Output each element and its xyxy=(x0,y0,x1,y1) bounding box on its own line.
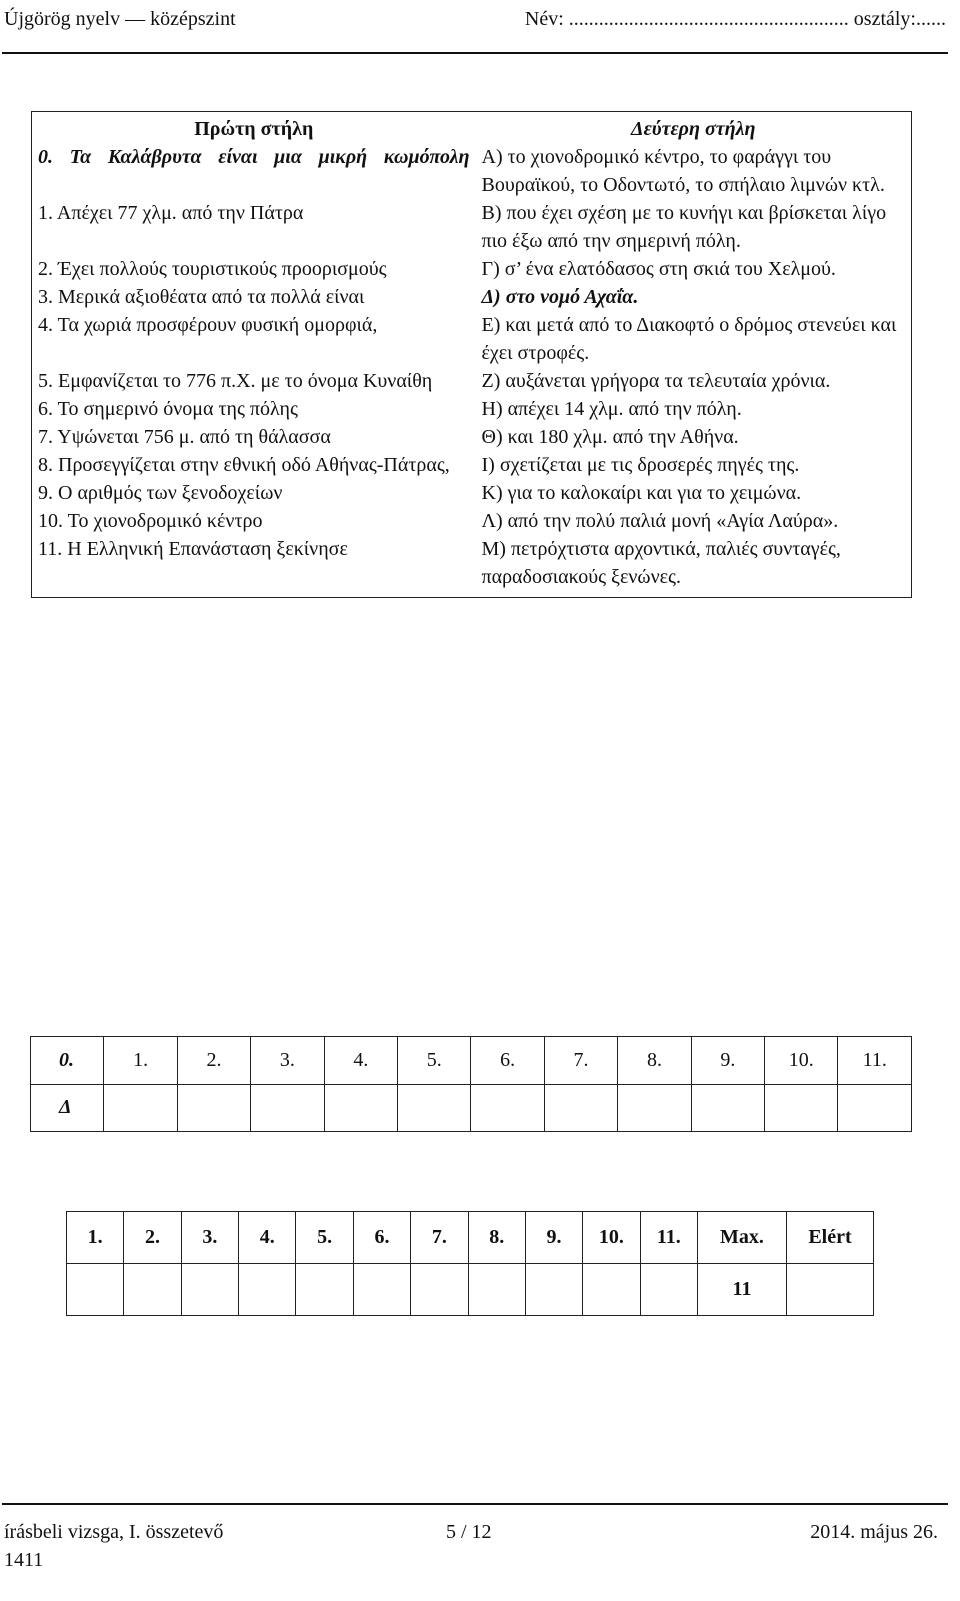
row-0-left: 0. Τα Καλάβρυτα είναι μια μικρή κωμόπολη xyxy=(38,146,470,168)
score-header: 8. xyxy=(468,1212,525,1264)
score-cell[interactable] xyxy=(468,1264,525,1316)
row-5-right: Ζ) αυξάνεται γρήγορα τα τελευταία χρόνια. xyxy=(481,370,831,392)
row-5-left: 5. Εμφανίζεται το 776 π.Χ. με το όνομα Κυναίθη xyxy=(38,370,433,392)
score-header-row xyxy=(67,1212,874,1264)
score-cell[interactable] xyxy=(353,1264,410,1316)
row-8-left: 8. Προσεγγίζεται στην εθνική οδό Αθήνας-Πάτρας, xyxy=(38,454,450,476)
score-header: 9. xyxy=(525,1212,582,1264)
score-cell[interactable] xyxy=(124,1264,181,1316)
header-rule xyxy=(2,52,948,54)
exam-code: 1411 xyxy=(4,1549,44,1571)
row-7-right: Θ) και 180 χλμ. από την Αθήνα. xyxy=(481,426,739,448)
answer-number: 6. xyxy=(471,1037,544,1085)
score-header: 7. xyxy=(411,1212,468,1264)
row-2-left: 2. Έχει πολλούς τουριστικούς προορισμούς xyxy=(38,258,387,280)
matching-table xyxy=(31,111,912,598)
row-6-left: 6. Το σημερινό όνομα της πόλης xyxy=(38,398,298,420)
row-0-right: Α) το χιονοδρομικό κέντρο, το φαράγγι του Βουραϊκού, το Οδοντωτό, το σπήλαιο λιμνών κτλ. xyxy=(481,146,885,196)
answer-grid xyxy=(30,1036,912,1132)
score-header: 5. xyxy=(296,1212,353,1264)
score-header: Elért xyxy=(787,1212,874,1264)
score-cell[interactable] xyxy=(525,1264,582,1316)
answer-cell[interactable] xyxy=(251,1084,324,1132)
row-4-right: Ε) και μετά από το Διακοφτό ο δρόμος στενεύει και έχει στροφές. xyxy=(481,314,897,364)
answer-cell[interactable] xyxy=(765,1084,838,1132)
answer-number: 4. xyxy=(324,1037,397,1085)
name-class-line: Név: ........................................................ osztály:...... xyxy=(524,8,946,30)
exam-subject: Újgörög nyelv — középszint xyxy=(4,8,236,30)
answer-number: 5. xyxy=(398,1037,471,1085)
answer-cell[interactable] xyxy=(177,1084,250,1132)
score-header: 1. xyxy=(67,1212,124,1264)
score-header: 10. xyxy=(583,1212,640,1264)
row-3-right: Δ) στο νομό Αχαΐα. xyxy=(481,286,639,308)
table-row xyxy=(32,199,912,255)
matching-header-row xyxy=(32,112,912,144)
score-grid xyxy=(66,1211,874,1316)
footer-exam-part: írásbeli vizsga, I. összetevő xyxy=(4,1521,224,1543)
score-cell[interactable] xyxy=(239,1264,296,1316)
page-number: 5 / 12 xyxy=(446,1521,492,1543)
table-row xyxy=(32,255,912,283)
answer-cell[interactable] xyxy=(691,1084,764,1132)
row-10-right: Λ) από την πολύ παλιά μονή «Αγία Λαύρα». xyxy=(481,510,839,532)
answer-letter-row xyxy=(31,1084,912,1132)
row-7-left: 7. Υψώνεται 756 μ. από τη θάλασσα xyxy=(38,426,331,448)
score-header: Max. xyxy=(698,1212,787,1264)
table-row xyxy=(32,283,912,311)
score-header: 2. xyxy=(124,1212,181,1264)
score-cell[interactable] xyxy=(583,1264,640,1316)
answer-number: 1. xyxy=(104,1037,177,1085)
score-cell[interactable] xyxy=(181,1264,238,1316)
score-value-row xyxy=(67,1264,874,1316)
row-8-right: Ι) σχετίζεται με τις δροσερές πηγές της. xyxy=(481,454,800,476)
table-row xyxy=(32,395,912,423)
row-9-left: 9. Ο αριθμός των ξενοδοχείων xyxy=(38,482,283,504)
row-11-right: Μ) πετρόχτιστα αρχοντικά, παλιές συνταγές, παραδοσιακούς ξενώνες. xyxy=(481,538,841,588)
score-cell[interactable] xyxy=(411,1264,468,1316)
table-row xyxy=(32,507,912,535)
answer-number: 2. xyxy=(177,1037,250,1085)
row-6-right: Η) απέχει 14 χλμ. από την πόλη. xyxy=(481,398,742,420)
row-1-right: Β) που έχει σχέση με το κυνήγι και βρίσκεται λίγο πιο έξω από την σημερινή πόλη. xyxy=(481,202,887,252)
answer-number: 7. xyxy=(544,1037,617,1085)
row-2-right: Γ) σ’ ένα ελατόδασος στη σκιά του Χελμού. xyxy=(481,258,836,280)
page-header xyxy=(4,2,946,36)
score-max-value: 11 xyxy=(698,1264,787,1316)
answer-number: 0. xyxy=(31,1037,104,1085)
exam-date: 2014. május 26. xyxy=(810,1521,938,1543)
answer-number-row xyxy=(31,1037,912,1085)
col1-header: Πρώτη στήλη xyxy=(32,112,476,144)
answer-number: 10. xyxy=(765,1037,838,1085)
answer-cell[interactable] xyxy=(471,1084,544,1132)
table-row xyxy=(32,423,912,451)
score-cell[interactable] xyxy=(67,1264,124,1316)
answer-cell[interactable] xyxy=(324,1084,397,1132)
score-achieved-cell[interactable] xyxy=(787,1264,874,1316)
answer-cell[interactable] xyxy=(618,1084,691,1132)
answer-cell[interactable] xyxy=(838,1084,912,1132)
answer-number: 8. xyxy=(618,1037,691,1085)
footer-rule xyxy=(2,1503,948,1505)
score-cell[interactable] xyxy=(640,1264,697,1316)
score-cell[interactable] xyxy=(296,1264,353,1316)
table-row xyxy=(32,367,912,395)
table-row xyxy=(32,535,912,598)
row-9-right: Κ) για το καλοκαίρι και για το χειμώνα. xyxy=(481,482,802,504)
answer-cell[interactable] xyxy=(104,1084,177,1132)
row-3-left: 3. Μερικά αξιοθέατα από τα πολλά είναι xyxy=(38,286,365,308)
answer-number: 9. xyxy=(691,1037,764,1085)
table-row xyxy=(32,311,912,367)
answer-number: 3. xyxy=(251,1037,324,1085)
row-4-left: 4. Τα χωριά προσφέρουν φυσική ομορφιά, xyxy=(38,314,378,336)
answer-cell: Δ xyxy=(31,1084,104,1132)
score-header: 6. xyxy=(353,1212,410,1264)
score-header: 3. xyxy=(181,1212,238,1264)
table-row xyxy=(32,479,912,507)
score-header: 4. xyxy=(239,1212,296,1264)
answer-cell[interactable] xyxy=(544,1084,617,1132)
answer-number: 11. xyxy=(838,1037,912,1085)
table-row xyxy=(32,451,912,479)
table-row xyxy=(32,143,912,199)
col2-header: Δεύτερη στήλη xyxy=(476,112,912,144)
row-1-left: 1. Απέχει 77 χλμ. από την Πάτρα xyxy=(38,202,304,224)
row-10-left: 10. Το χιονοδρομικό κέντρο xyxy=(38,510,263,532)
score-header: 11. xyxy=(640,1212,697,1264)
row-11-left: 11. Η Ελληνική Επανάσταση ξεκίνησε xyxy=(38,538,348,560)
answer-cell[interactable] xyxy=(398,1084,471,1132)
